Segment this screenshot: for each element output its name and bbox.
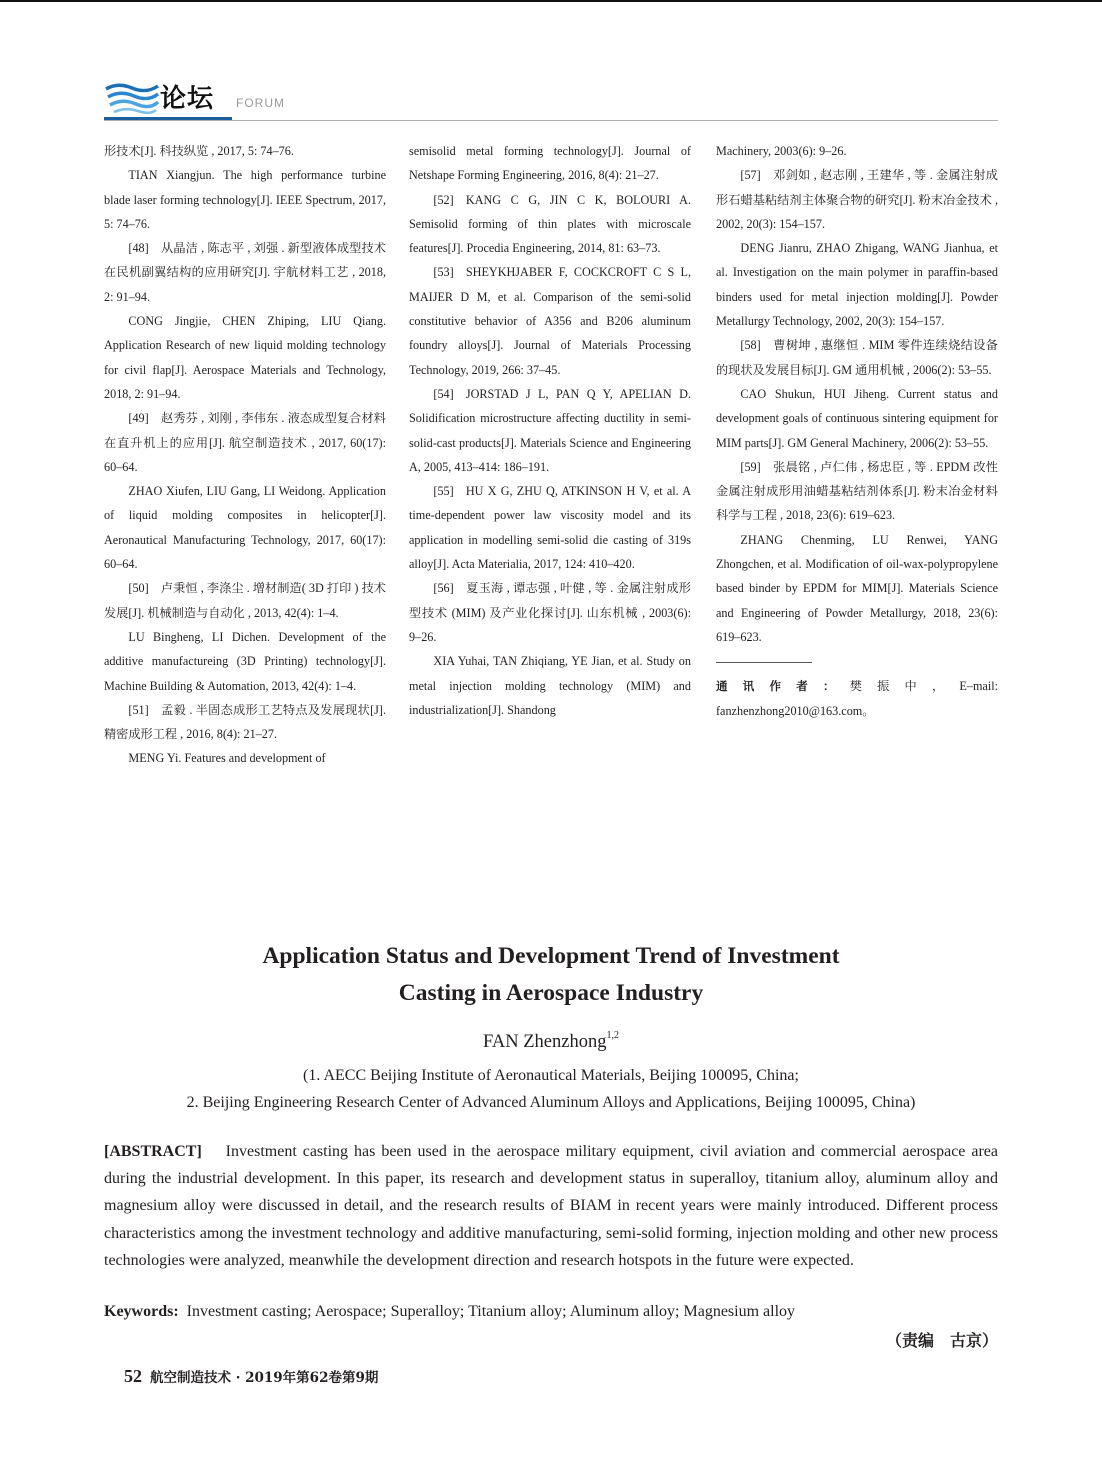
reference-entry: [51] 孟毅 . 半固态成形工艺特点及发展现状[J]. 精密成形工程 , 2016, 8(4): 21–27.	[104, 702, 386, 742]
reference-entry: [53] SHEYKHJABER F, COCKCROFT C S L, MAIJER D M, et al. Comparison of the semi-solid constitutive behavior of A356 and B206 aluminum foundry alloys[J]. Journal of Materials Processing Technology, 2019, 266: 37–45.	[409, 265, 691, 377]
reference-entry: ZHANG Chenming, LU Renwei, YANG Zhongchen, et al. Modification of oil-wax-polypropylene based binder by EPDM for MIM[J]. Materials Science and Engineering of Powder Metallurgy, 2018, 23(6): 619–623.	[716, 532, 998, 644]
reference-column-2	[409, 139, 691, 722]
keywords	[104, 1303, 998, 1321]
author-affiliation-marks: 1,2	[606, 1030, 619, 1041]
author-line	[104, 1032, 998, 1053]
section-header	[104, 78, 324, 122]
keywords-label: Keywords:	[104, 1303, 179, 1320]
reference-entry: [55] HU X G, ZHU Q, ATKINSON H V, et al. A time-dependent power law viscosity model and its application in modelling semi-solid die casting of 319s alloy[J]. Acta Materialia, 2017, 124: 410–420.	[409, 484, 691, 572]
page-footer	[124, 1366, 378, 1387]
affiliation-2: 2. Beijing Engineering Research Center of Advanced Aluminum Alloys and Applications, Beijing 100095, China)	[186, 1094, 916, 1111]
reference-entry: TIAN Xiangjun. The high performance turbine blade laser forming technology[J]. IEEE Spectrum, 2017, 5: 74–76.	[104, 168, 386, 231]
wave-logo-icon	[104, 80, 160, 116]
corresponding-author	[716, 674, 998, 723]
article-title	[104, 938, 998, 1012]
reference-entry: DENG Jianru, ZHAO Zhigang, WANG Jianhua, et al. Investigation on the main polymer in paraffin-based binders used for metal injection molding[J]. Powder Metallurgy Technology, 2002, 20(3): 154–157.	[716, 241, 998, 329]
section-title-en: FORUM	[236, 96, 285, 110]
reference-entry: XIA Yuhai, TAN Zhiqiang, YE Jian, et al. Study on metal injection molding technology (MIM) and industrialization[J]. Shandong	[409, 654, 691, 717]
contact-divider	[716, 662, 812, 663]
contact-text: 樊振中，E–mail: fanzhenzhong2010@163.com。	[716, 679, 998, 718]
title-line-2: Casting in Aerospace Industry	[398, 980, 704, 1006]
contact-label: 通讯作者：	[716, 679, 850, 694]
reference-entry: [57] 邓剑如 , 赵志刚 , 王建华 , 等 . 金属注射成形石蜡基粘结剂主体聚合物的研究[J]. 粉末冶金技术 , 2002, 20(3): 154–157.	[716, 168, 998, 231]
reference-entry: [56] 夏玉海 , 谭志强 , 叶健 , 等 . 金属注射成形型技术 (MIM) 及产业化探讨[J]. 山东机械 , 2003(6): 9–26.	[409, 581, 691, 644]
page-number: 52	[124, 1366, 142, 1386]
header-divider	[104, 120, 998, 121]
reference-entry: MENG Yi. Features and development of	[128, 751, 326, 766]
reference-entry: [50] 卢秉恒 , 李涤尘 . 增材制造( 3D 打印 ) 技术发展[J]. 机械制造与自动化 , 2013, 42(4): 1–4.	[104, 581, 386, 620]
abstract-text: Investment casting has been used in the aerospace military equipment, civil aviation and commercial aerospace area during the industrial development. In this paper, its research and development status in superalloy, titanium alloy, aluminum alloy and magnesium alloy were discussed in detail, and the research results of BIAM in recent years were mainly introduced. Different process characteristics among the investment technology and additive manufacturing, semi-solid forming, injection molding and other new process technologies were analyzed, meanwhile the development direction and research hotspots in the future were expected.	[104, 1143, 999, 1269]
reference-entry: [49] 赵秀芬 , 刘刚 , 李伟东 . 液态成型复合材料在直升机上的应用[J]. 航空制造技术 , 2017, 60(17): 60–64.	[104, 411, 386, 474]
keywords-text: Investment casting; Aerospace; Superalloy; Titanium alloy; Aluminum alloy; Magnesium alloy	[186, 1303, 796, 1320]
reference-entry: semisolid metal forming technology[J]. Journal of Netshape Forming Engineering, 2016, 8(4): 21–27.	[409, 144, 691, 183]
abstract	[104, 1138, 998, 1274]
reference-entry: CONG Jingjie, CHEN Zhiping, LIU Qiang. Application Research of new liquid molding technology for civil flap[J]. Aerospace Materials and Technology, 2018, 2: 91–94.	[104, 314, 386, 401]
title-line-1: Application Status and Development Trend of Investment	[262, 943, 840, 969]
affiliation-1: (1. AECC Beijing Institute of Aeronautical Materials, Beijing 100095, China;	[303, 1067, 799, 1084]
reference-entry: [59] 张晨铭 , 卢仁伟 , 杨忠臣 , 等 . EPDM 改性金属注射成形用油蜡基粘结剂体系[J]. 粉末冶金材料科学与工程 , 2018, 23(6): 619–623.	[716, 459, 998, 523]
journal-info: 航空制造技术 · 2019年第62卷第9期	[150, 1370, 379, 1386]
editor-note: （责编 古京）	[885, 1331, 998, 1350]
reference-entry: [54] JORSTAD J L, PAN Q Y, APELIAN D. Solidification microstructure affecting ductility in semi-solid-cast products[J]. Materials Science and Engineering A, 2005, 413–414: 186–191.	[409, 386, 691, 474]
reference-column-1	[104, 139, 386, 771]
author-name: FAN Zhenzhong	[483, 1032, 607, 1052]
section-title-cn: 论坛	[160, 84, 215, 114]
reference-entry: [52] KANG C G, JIN C K, BOLOURI A. Semisolid forming of thin plates with microscale features[J]. Procedia Engineering, 2014, 81: 63–73.	[409, 192, 691, 256]
abstract-label: [ABSTRACT]	[104, 1143, 202, 1160]
reference-entry: Machinery, 2003(6): 9–26.	[716, 144, 847, 158]
reference-entry: ZHAO Xiufen, LIU Gang, LI Weidong. Application of liquid molding composites in helicopter[J]. Aeronautical Manufacturing Technology, 2017, 60(17): 60–64.	[104, 484, 386, 572]
reference-list	[716, 139, 998, 649]
reference-column-3	[716, 139, 998, 723]
reference-entry: CAO Shukun, HUI Jiheng. Current status and development goals of continuous sintering equipment for MIM parts[J]. GM General Machinery, 2006(2): 53–55.	[716, 386, 998, 450]
reference-entry: [48] 从晶洁 , 陈志平 , 刘强 . 新型液体成型技术在民机副翼结构的应用研究[J]. 宇航材料工艺 , 2018, 2: 91–94.	[104, 241, 386, 304]
top-border	[0, 0, 1102, 2]
reference-entry: LU Bingheng, LI Dichen. Development of the additive manufactureing (3D Printing) technology[J]. Machine Building & Automation, 2013, 42(4): 1–4.	[104, 629, 386, 693]
reference-entry: [58] 曹树坤 , 惠继恒 . MIM 零件连续烧结设备的现状及发展目标[J]. GM 通用机械 , 2006(2): 53–55.	[716, 338, 998, 377]
header-accent-bar	[104, 117, 232, 120]
reference-entry: 形技术[J]. 科技纵览 , 2017, 5: 74–76.	[104, 144, 294, 158]
